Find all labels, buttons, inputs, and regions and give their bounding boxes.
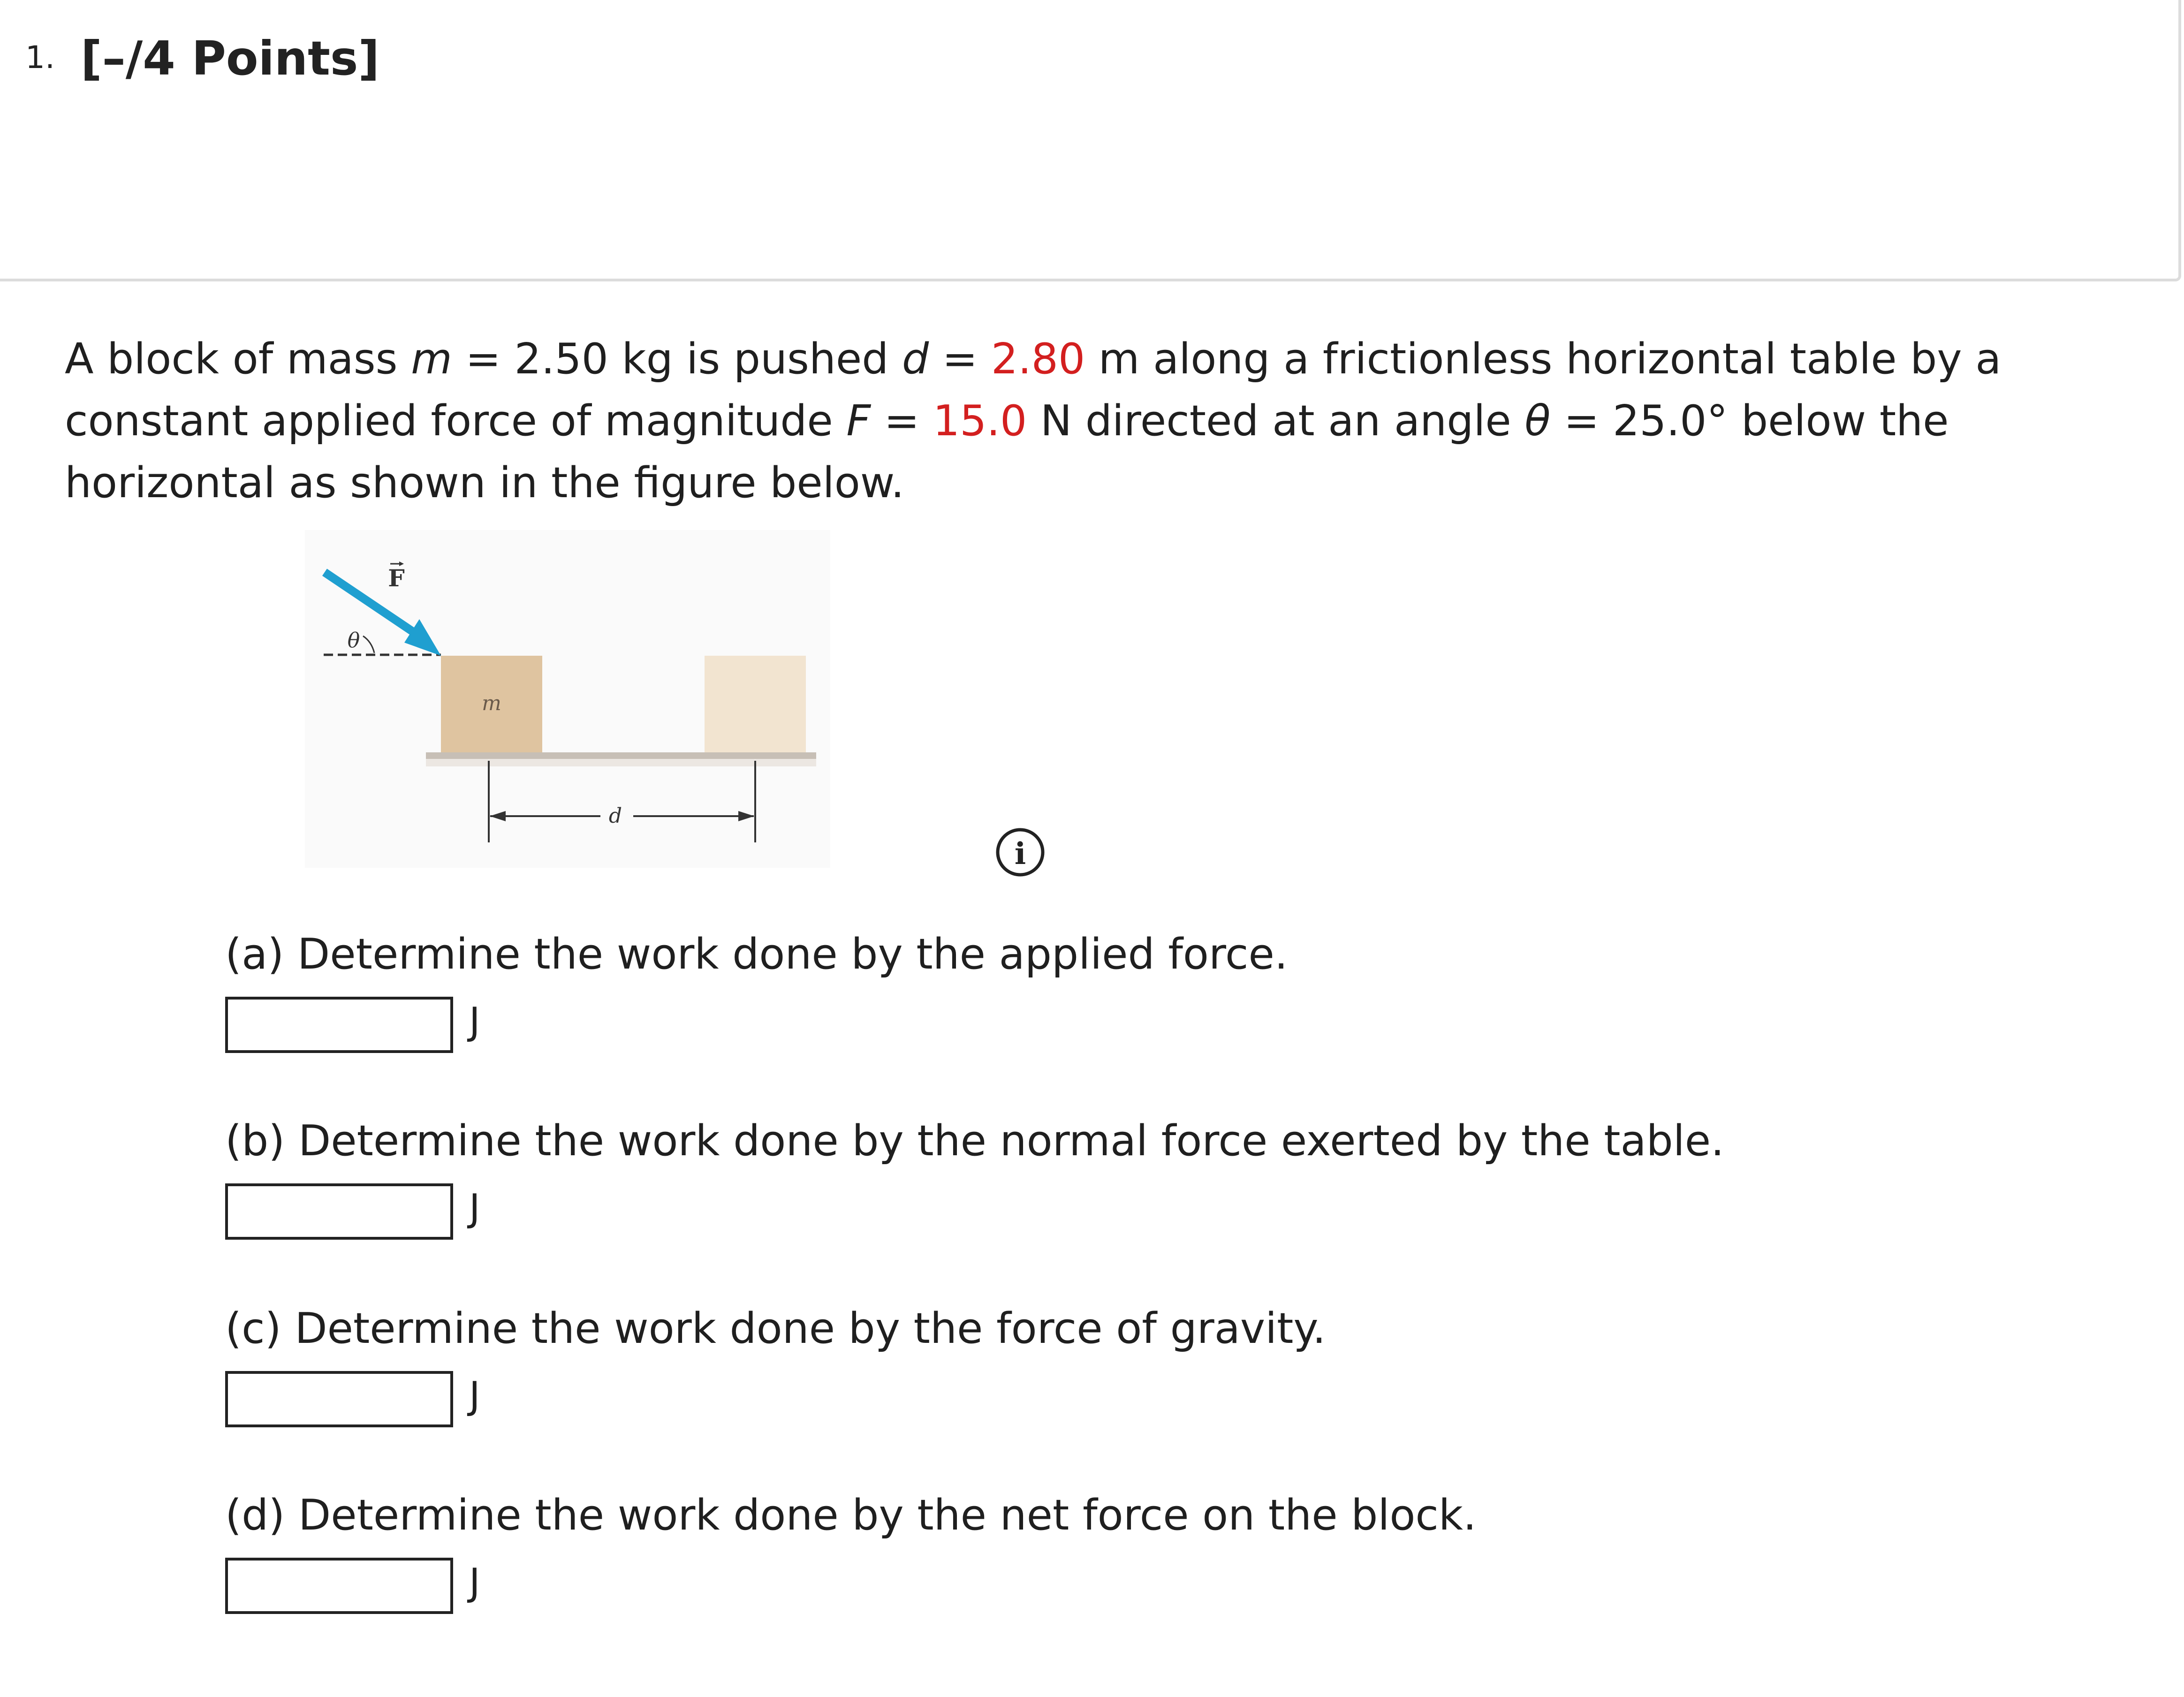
answer-row (225, 1183, 1724, 1240)
part-b (225, 1116, 1724, 1240)
part-d-answer-input[interactable] (225, 1558, 453, 1614)
answer-row (225, 1371, 1326, 1427)
distance-value: 2.80 (991, 334, 1085, 384)
part-a-answer-input[interactable] (225, 997, 453, 1053)
block-final (705, 656, 806, 752)
part-c (225, 1304, 1326, 1427)
problem-text: = 25.0° below the horizontal as shown in the figure below. (65, 396, 1949, 508)
answer-row (225, 1558, 1477, 1614)
part-d-prompt: (d) Determine the work done by the net force on the block. (225, 1491, 1477, 1540)
part-b-answer-input[interactable] (225, 1183, 453, 1240)
part-c-answer-input[interactable] (225, 1371, 453, 1427)
part-d (225, 1491, 1477, 1614)
mass-symbol: m (411, 334, 452, 384)
info-icon-glyph: i (1014, 836, 1026, 871)
force-value: 15.0 (933, 396, 1027, 446)
problem-text: N directed at an angle (1027, 396, 1525, 446)
distance-symbol: d (902, 334, 929, 384)
part-a-prompt: (a) Determine the work done by the applied force. (225, 930, 1288, 979)
answer-row (225, 997, 1288, 1053)
problem-statement (65, 328, 2138, 514)
part-a (225, 930, 1288, 1053)
problem-text: = (929, 334, 991, 384)
force-label: F (388, 564, 405, 592)
question-header (0, 0, 2181, 281)
block-figure (305, 530, 830, 868)
question-number: 1. (25, 39, 55, 76)
angle-label: θ (347, 629, 360, 652)
info-icon[interactable] (994, 826, 1046, 878)
problem-text: m along a frictionless horizontal table by a constant applied force of magnitude (65, 334, 2002, 446)
angle-symbol: θ (1524, 396, 1551, 446)
mass-label: m (482, 691, 501, 715)
unit-label: J (469, 1000, 480, 1043)
problem-text: A block of mass (65, 334, 411, 384)
force-symbol: F (846, 396, 871, 446)
table-top (426, 752, 816, 759)
unit-label: J (469, 1374, 480, 1417)
unit-label: J (469, 1561, 480, 1604)
part-b-prompt: (b) Determine the work done by the normal force exerted by the table. (225, 1116, 1724, 1166)
question-points: [–/4 Points] (81, 31, 380, 86)
part-c-prompt: (c) Determine the work done by the force of gravity. (225, 1304, 1326, 1353)
distance-label: d (608, 804, 622, 828)
problem-text: = (871, 396, 933, 446)
unit-label: J (469, 1186, 480, 1230)
table-shadow (426, 759, 816, 766)
problem-text: = 2.50 kg is pushed (452, 334, 902, 384)
